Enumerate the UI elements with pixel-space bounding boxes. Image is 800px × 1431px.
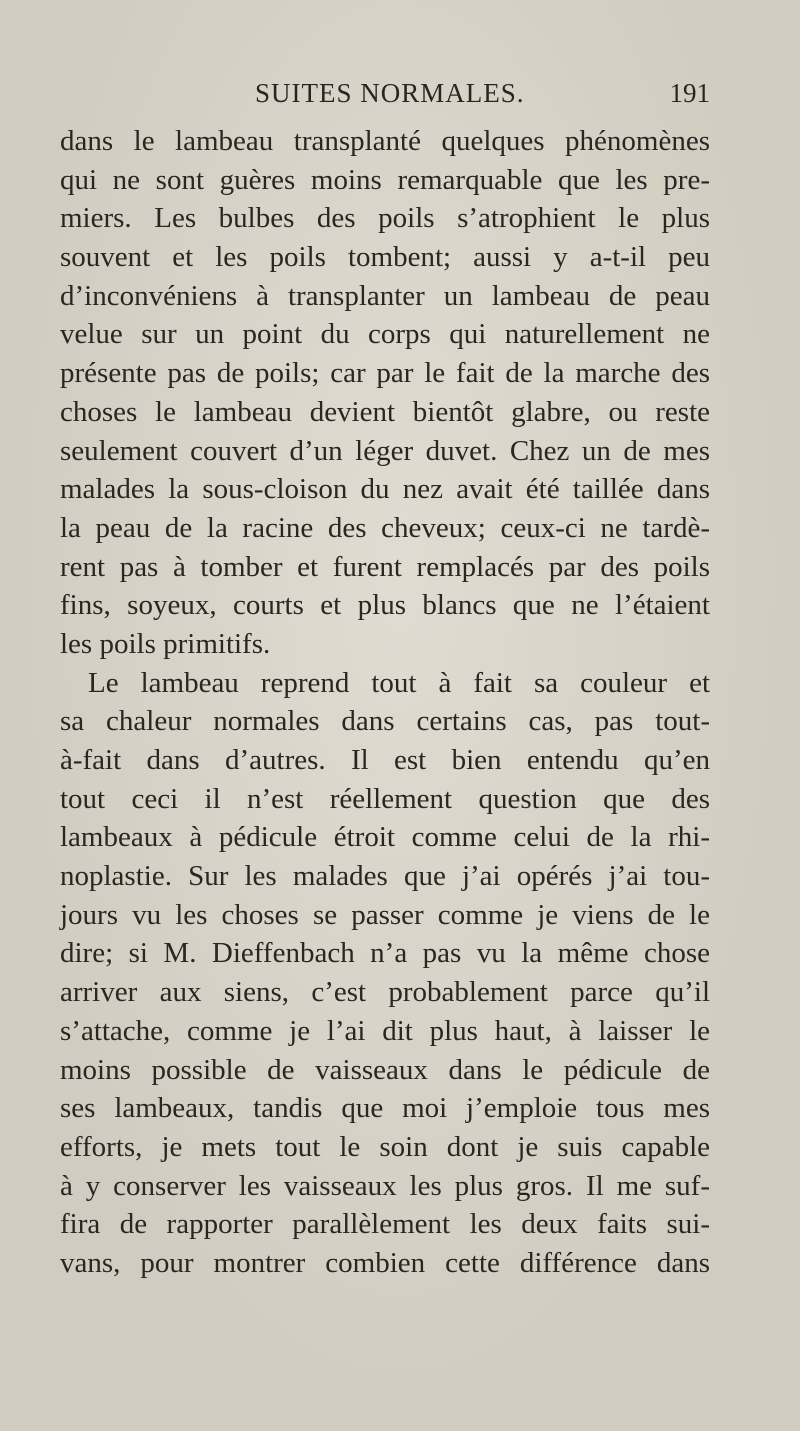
text-line: choses le lambeau devient bientôt glabre, ou reste (60, 395, 710, 428)
text-line: noplastie. Sur les malades que j’ai opérés j’ai tou- (60, 860, 710, 893)
running-head: SUITES NORMALES. (255, 78, 525, 108)
page-header (60, 78, 710, 114)
text-line: ses lambeaux, tandis que moi j’emploie tous mes (60, 1092, 710, 1125)
text-line: miers. Les bulbes des poils s’atrophient le plus (60, 202, 710, 235)
text-line: qui ne sont guères moins remarquable que les pre- (60, 163, 710, 196)
text-line: à-fait dans d’autres. Il est bien entendu qu’en (60, 744, 710, 776)
text-line: efforts, je mets tout le soin dont je suis capable (60, 1130, 710, 1163)
text-line: moins possible de vaisseaux dans le pédicule de (60, 1053, 710, 1086)
text-line: lambeaux à pédicule étroit comme celui de la rhi- (60, 821, 710, 854)
page-number: 191 (669, 78, 710, 108)
body-text (60, 122, 710, 1283)
text-line: tout ceci il n’est réellement question que des (60, 782, 710, 815)
text-line: dans le lambeau transplanté quelques phénomènes (60, 125, 710, 157)
text-line: s’attache, comme je l’ai dit plus haut, à laisser le (60, 1014, 710, 1047)
text-line: dire; si M. Dieffenbach n’a pas vu la même chose (60, 937, 710, 970)
text-line: arriver aux siens, c’est probablement parce qu’il (60, 976, 710, 1009)
text-line: seulement couvert d’un léger duvet. Chez un de mes (60, 434, 710, 467)
text-line: fira de rapporter parallèlement les deux faits sui- (60, 1208, 710, 1241)
paragraph-end-line: les poils primitifs. (60, 627, 271, 660)
text-line: à y conserver les vaisseaux les plus gros. Il me suf- (60, 1169, 710, 1202)
text-line: rent pas à tomber et furent remplacés par des poils (60, 550, 710, 583)
text-line: fins, soyeux, courts et plus blancs que ne l’étaient (60, 589, 710, 622)
text-line: sa chaleur normales dans certains cas, pas tout- (60, 705, 710, 738)
text-line: d’inconvéniens à transplanter un lambeau de peau (60, 279, 710, 312)
paragraph-start-line: Le lambeau reprend tout à fait sa couleur et (88, 666, 710, 699)
text-line: la peau de la racine des cheveux; ceux-ci ne tardè- (60, 511, 710, 544)
text-line: souvent et les poils tombent; aussi y a-t-il peu (60, 241, 710, 274)
text-line: vans, pour montrer combien cette différence dans (60, 1246, 710, 1279)
text-line: présente pas de poils; car par le fait de la marche des (60, 357, 710, 390)
text-line: jours vu les choses se passer comme je viens de le (60, 898, 710, 931)
text-line: velue sur un point du corps qui naturellement ne (60, 318, 710, 351)
text-line: malades la sous-cloison du nez avait été taillée dans (60, 473, 710, 506)
